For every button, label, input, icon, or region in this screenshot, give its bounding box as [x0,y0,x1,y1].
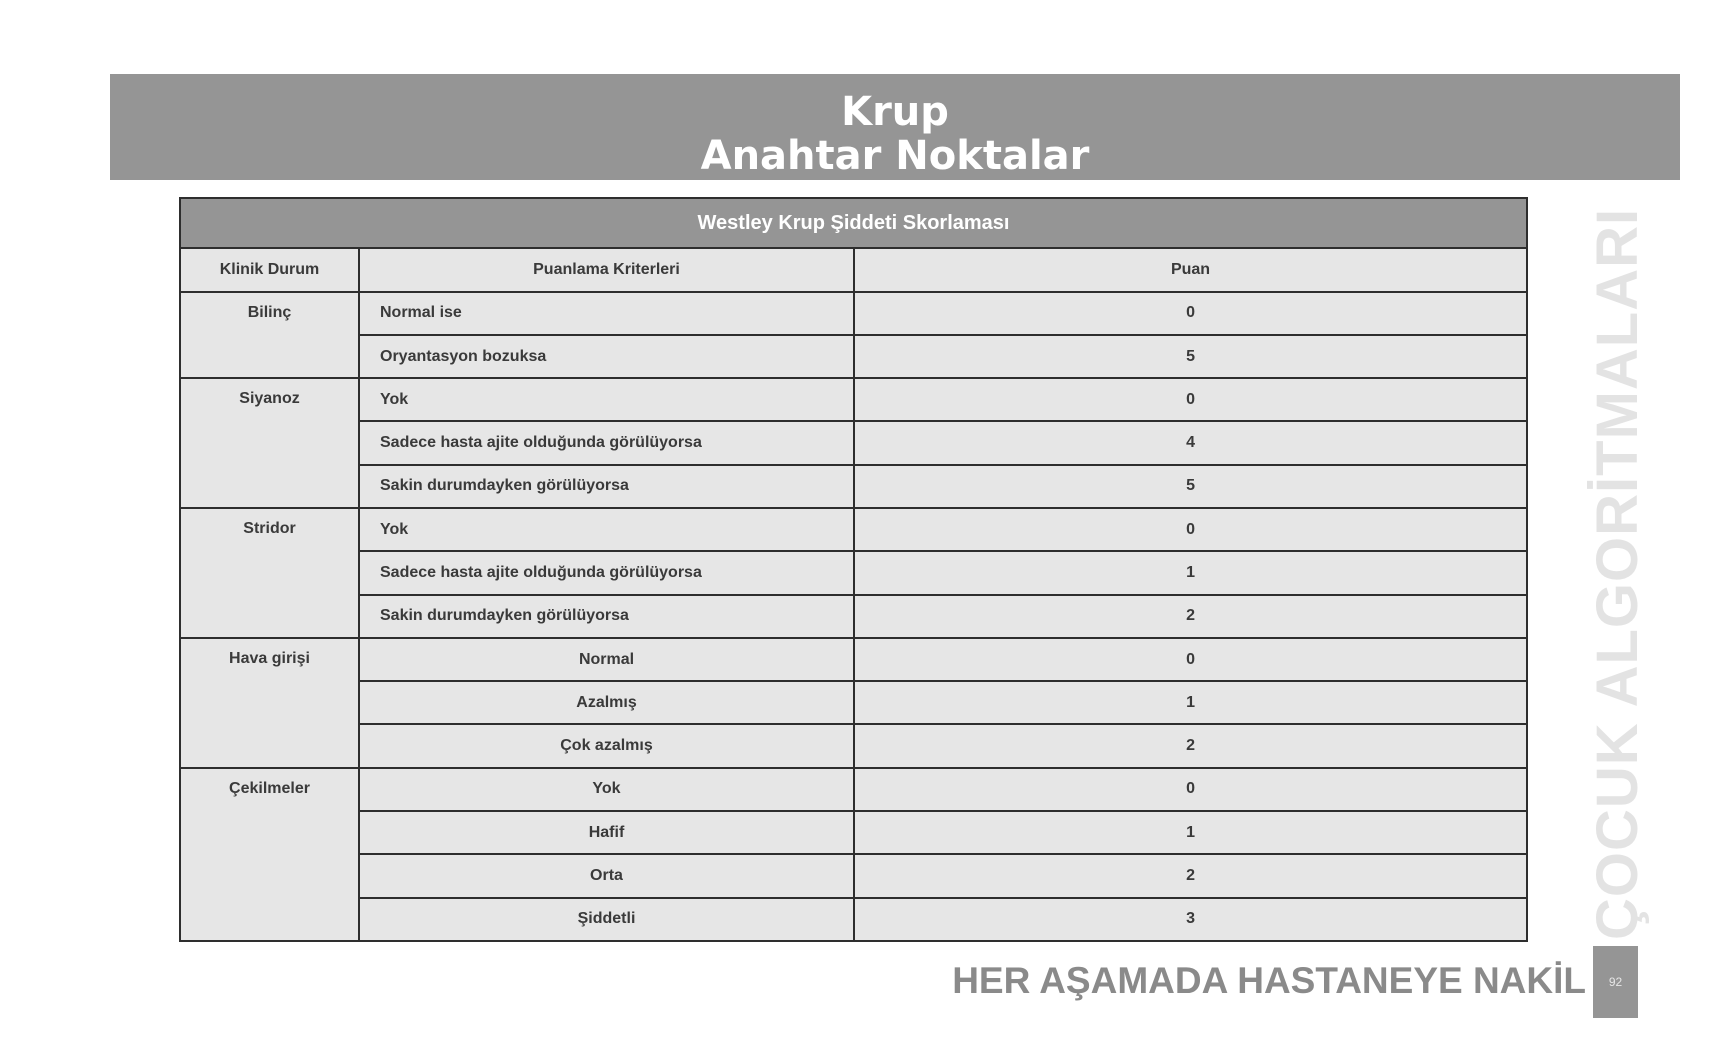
criterion-cell: Yok [359,768,854,811]
clinical-state-cell: Siyanoz [180,378,359,508]
table-row [180,292,1527,335]
criterion-cell: Yok [359,508,854,551]
criterion-cell: Orta [359,854,854,897]
criterion-cell: Şiddetli [359,898,854,941]
criterion-cell: Sakin durumdayken görülüyorsa [359,595,854,638]
table-row [180,421,1527,464]
side-section-label: ÇOCUK ALGORİTMALARI [1585,207,1650,940]
page-title: Krup [841,89,949,135]
points-cell: 0 [854,638,1527,681]
table-row [180,898,1527,941]
clinical-state-cell: Bilinç [180,292,359,379]
clinical-state-cell: Hava girişi [180,638,359,768]
points-cell: 4 [854,421,1527,464]
clinical-state-cell: Çekilmeler [180,768,359,941]
points-cell: 0 [854,768,1527,811]
points-cell: 3 [854,898,1527,941]
table-row [180,595,1527,638]
points-cell: 0 [854,292,1527,335]
title-banner [110,74,1680,180]
table-row [180,378,1527,421]
column-header-state: Klinik Durum [180,248,359,291]
table-row [180,335,1527,378]
criterion-cell: Oryantasyon bozuksa [359,335,854,378]
criterion-cell: Sadece hasta ajite olduğunda görülüyorsa [359,421,854,464]
points-cell: 5 [854,465,1527,508]
page-number: 92 [1593,946,1638,1018]
points-cell: 2 [854,724,1527,767]
criterion-cell: Azalmış [359,681,854,724]
points-cell: 2 [854,595,1527,638]
table-row [180,551,1527,594]
points-cell: 0 [854,378,1527,421]
criterion-cell: Normal ise [359,292,854,335]
criterion-cell: Hafif [359,811,854,854]
points-cell: 1 [854,811,1527,854]
points-cell: 0 [854,508,1527,551]
table-caption: Westley Krup Şiddeti Skorlaması [180,198,1527,248]
table-row [180,638,1527,681]
table-row [180,508,1527,551]
criterion-cell: Normal [359,638,854,681]
table-row [180,854,1527,897]
points-cell: 2 [854,854,1527,897]
clinical-state-cell: Stridor [180,508,359,638]
points-cell: 5 [854,335,1527,378]
table-row [180,681,1527,724]
table-row [180,465,1527,508]
page-subtitle: Anahtar Noktalar [700,133,1090,179]
table-row [180,811,1527,854]
criterion-cell: Çok azalmış [359,724,854,767]
footer-text: HER AŞAMADA HASTANEYE NAKİL [952,960,1586,1001]
criterion-cell: Sadece hasta ajite olduğunda görülüyorsa [359,551,854,594]
column-header-criteria: Puanlama Kriterleri [359,248,854,291]
criterion-cell: Sakin durumdayken görülüyorsa [359,465,854,508]
points-cell: 1 [854,681,1527,724]
criterion-cell: Yok [359,378,854,421]
column-header-points: Puan [854,248,1527,291]
westley-score-table [179,197,1528,942]
table-row [180,768,1527,811]
points-cell: 1 [854,551,1527,594]
table-row [180,724,1527,767]
